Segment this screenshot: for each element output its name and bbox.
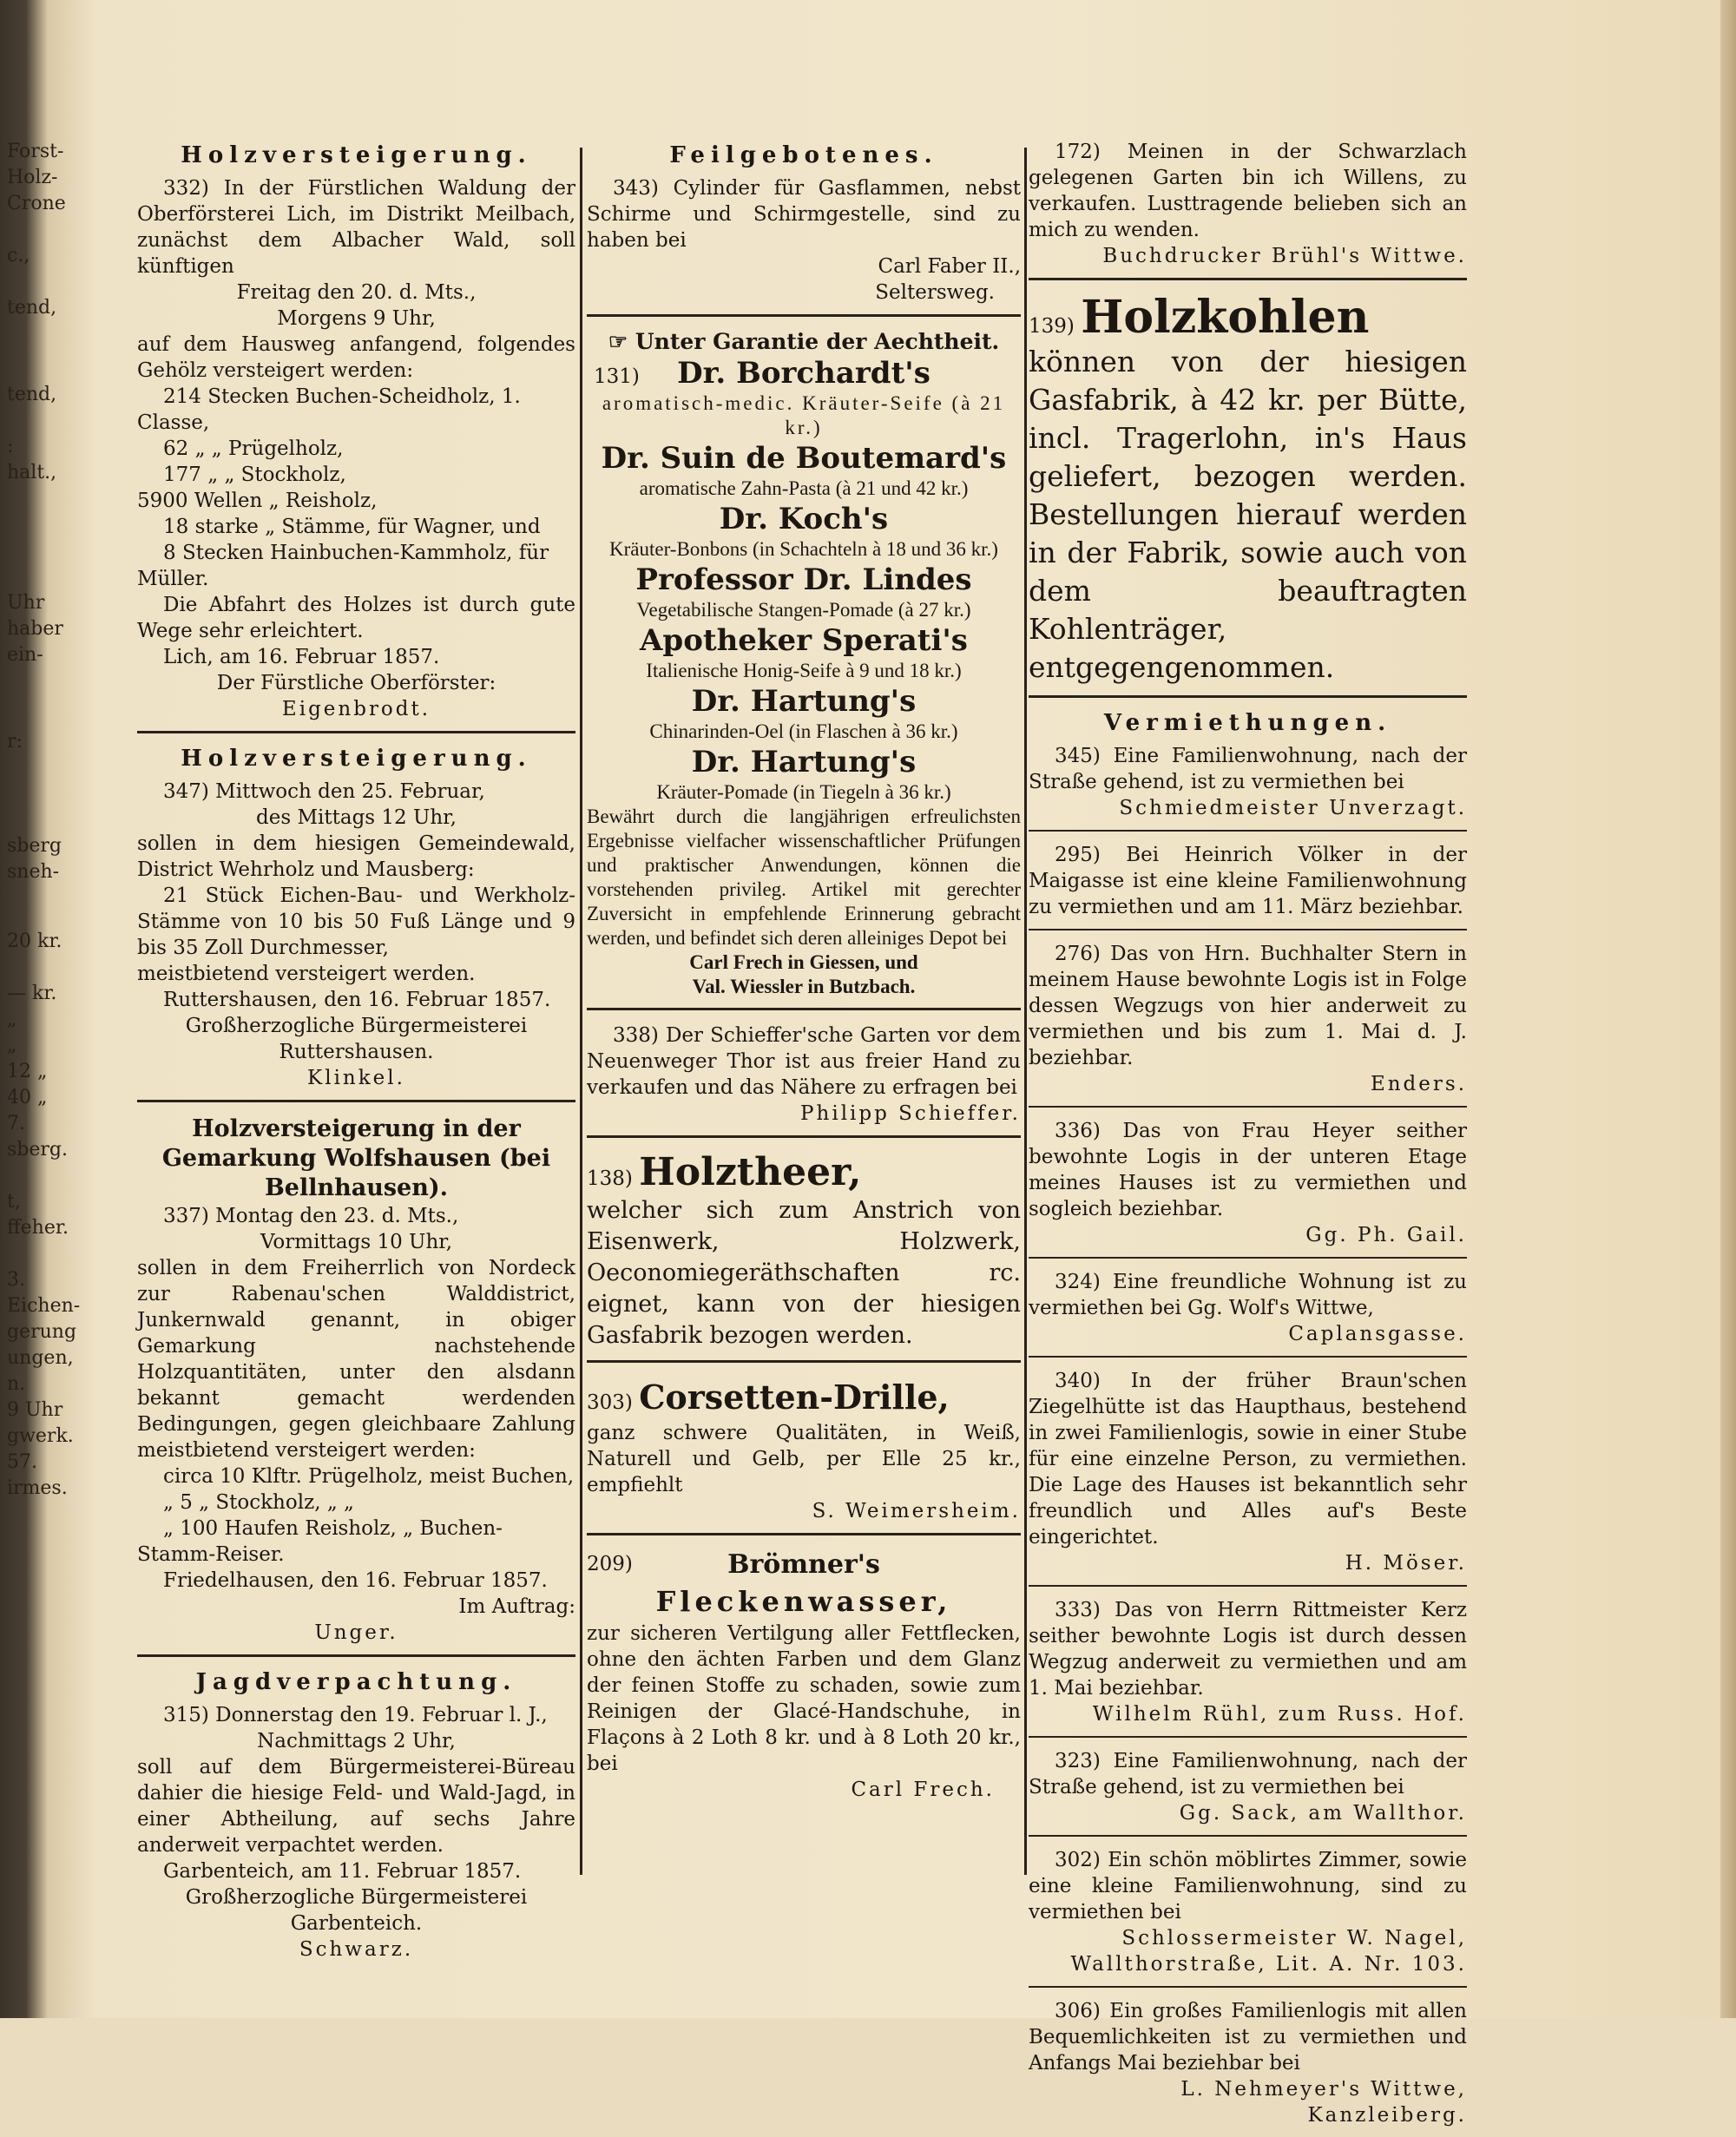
ad-text: 306) Ein großes Familienlogis mit allen Bequemlichkeiten ist zu vermiethen und Anfangs Mai beziehbar bei	[1029, 2000, 1467, 2075]
stub-fragment: tend,	[7, 384, 57, 405]
ad-heading: Brömner's	[727, 1549, 880, 1580]
product-name: Professor Dr. Lindes	[635, 562, 972, 597]
ad-heading: Holzkohlen	[1081, 291, 1370, 344]
ad-text: soll auf dem Bürgermeisterei-Büreau dahier die hiesige Feld- und Wald-Jagd, in einer Abtheilung, auf sechs Jahre anderweit verpachtet werden.	[137, 1756, 575, 1857]
product-name: Apotheker Sperati's	[640, 623, 968, 658]
ad-time: des Mittags 12 Uhr,	[256, 806, 457, 829]
ad-time: Morgens 9 Uhr,	[277, 307, 436, 330]
ad-signature: Klinkel.	[307, 1067, 405, 1089]
ad-text: sollen in dem Freiherrlich von Nordeck zur Rabenau'schen Walddistrict, Junkernwald genannt, in obiger Gemarkung nachstehende Holzquantitäten, unter den alsdann bekannt gemacht werdenden Bedingungen, gegen gleichbaare Zahlung meistbietend versteigert werden:	[137, 1257, 575, 1462]
column-right	[1029, 139, 1467, 2137]
ad-332	[137, 142, 575, 722]
ad-signature: Enders.	[1370, 1073, 1467, 1095]
product-name: Dr. Koch's	[719, 502, 889, 536]
stub-fragment: „	[7, 1009, 17, 1030]
ad-139	[1029, 293, 1467, 687]
ad-signature: Seltersweg.	[875, 281, 995, 304]
stub-fragment: ungen,	[7, 1347, 74, 1369]
ad-text: Die Abfahrt des Holzes ist durch gute Wege sehr erleichtert.	[137, 594, 575, 642]
stub-fragment: 3.	[7, 1269, 25, 1291]
stub-fragment: sberg	[7, 835, 62, 857]
ad-signature: Der Fürstliche Oberförster:	[216, 672, 496, 694]
separator	[137, 1100, 575, 1102]
ad-text: 333) Das von Herrn Rittmeister Kerz seither bewohnte Logis ist durch dessen Wegzug anderweit zu vermiethen und am 1. Mai beziehbar.	[1029, 1599, 1467, 1700]
ad-number: 139)	[1029, 315, 1075, 338]
stub-fragment: irmes.	[7, 1477, 68, 1499]
ad-172	[1029, 139, 1467, 269]
ad-text: sollen in dem hiesigen Gemeindewald, District Wehrholz und Mausberg:	[137, 832, 575, 881]
ad-text: 340) In der früher Braun'schen Ziegelhütte ist das Haupthaus, bestehend in zwei Familienlogis, sowie in einer Stube für eine einzelne Person, zu vermiethen. Die Lage des Hauses ist bekanntlich sehr freundlich und Alles auf's Beste eingerichtet.	[1029, 1370, 1467, 1549]
stub-fragment: — kr.	[7, 983, 57, 1004]
section-heading: Vermiethungen.	[1103, 710, 1392, 736]
ad-heading: Holztheer,	[639, 1150, 862, 1194]
stub-fragment: ffeher.	[7, 1217, 69, 1239]
rental-ad	[1029, 1368, 1467, 1576]
rental-ad	[1029, 1269, 1467, 1347]
rental-list	[1029, 743, 1467, 2128]
rental-ad	[1029, 1998, 1467, 2128]
separator	[1029, 929, 1467, 930]
separator	[1029, 278, 1467, 280]
ad-signature: Schwarz.	[299, 1938, 414, 1961]
stub-fragment: c.,	[7, 245, 30, 266]
rental-ad	[1029, 1118, 1467, 1248]
column-left	[137, 139, 575, 1971]
product-name: Dr. Hartung's	[691, 684, 917, 719]
product-desc: Kräuter-Bonbons (in Schachteln à 18 und 36 kr.)	[609, 538, 998, 560]
ad-signature: Unger.	[314, 1621, 398, 1644]
ad-signature: Buchdrucker Brühl's Wittwe.	[1102, 245, 1467, 267]
ad-signature: Caplansgasse.	[1288, 1323, 1467, 1345]
depot-line: Carl Frech in Giessen, und	[689, 951, 918, 973]
stub-fragment: Uhr	[7, 592, 45, 614]
stub-fragment: 40 „	[7, 1087, 48, 1108]
ad-315	[137, 1669, 575, 1963]
separator	[137, 1654, 575, 1657]
stub-fragment: 20 kr.	[7, 930, 62, 952]
ad-131	[587, 329, 1021, 999]
stub-fragment: Forst-	[7, 141, 64, 162]
ad-item: circa 10 Klftr. Prügelholz, meist Buchen,	[163, 1465, 575, 1488]
ad-signature: S. Weimersheim.	[812, 1500, 1021, 1522]
separator	[587, 1360, 1021, 1363]
stub-fragment: Crone	[7, 193, 66, 214]
ad-item: „ 5 „ Stockholz, „ „	[163, 1491, 354, 1514]
ad-text: können von der hiesigen Gasfabrik, à 42 kr. per Bütte, incl. Tragerlohn, in's Haus geliefert, bezogen werden. Bestellungen hierauf werden in der Fabrik, sowie auch von dem beauftragten Kohlenträger, entgegengenommen.	[1029, 345, 1467, 684]
stub-fragment: :	[7, 436, 14, 457]
separator	[1029, 1736, 1467, 1738]
stub-fragment: 9 Uhr	[7, 1399, 63, 1421]
ad-signature: Gg. Sack, am Wallthor.	[1179, 1802, 1467, 1825]
rental-ad	[1029, 941, 1467, 1097]
stub-fragment: halt.,	[7, 462, 57, 483]
ad-time: Nachmittags 2 Uhr,	[257, 1730, 456, 1752]
stub-fragment: gerung	[7, 1321, 77, 1343]
ad-138	[587, 1150, 1021, 1351]
rental-ad	[1029, 1597, 1467, 1727]
stub-fragment: ein-	[7, 644, 43, 666]
ad-heading: Holzversteigerung.	[181, 142, 532, 168]
ad-text: 323) Eine Familienwohnung, nach der Straße gehend, ist zu vermiethen bei	[1029, 1750, 1467, 1798]
rental-ad	[1029, 1847, 1467, 1977]
column-rule	[580, 148, 582, 1875]
ad-text: 338) Der Schieffer'sche Garten vor dem Neuenweger Thor ist aus freier Hand zu verkaufen und das Nähere zu erfragen bei	[587, 1024, 1021, 1099]
stub-fragment: Holz-	[7, 167, 58, 188]
ad-text: Bewährt durch die langjährigen erfreulichsten Ergebnisse vielfacher wissenschaftlicher Prüfungen und praktischer Anwendungen, können die vorstehenden privileg. Artikel mit gerechter Zuversicht in empfehlende Erinnerung gebracht werden, und befindet sich deren alleiniges Depot bei	[587, 805, 1021, 949]
stub-fragment: tend,	[7, 297, 57, 319]
ad-heading: Feilgebotenes.	[669, 142, 938, 168]
ad-337	[137, 1115, 575, 1646]
separator	[1029, 1106, 1467, 1108]
ad-item: 177 „ „ Stockholz,	[163, 464, 346, 486]
rental-ad	[1029, 743, 1467, 821]
separator	[587, 1135, 1021, 1138]
ad-signature: Schmiedmeister Unverzagt.	[1119, 797, 1467, 819]
stub-fragment: 57.	[7, 1451, 37, 1473]
ad-number: 209)	[587, 1553, 633, 1575]
product-desc: Chinarinden-Oel (in Flaschen à 36 kr.)	[649, 720, 958, 742]
ad-signature: Im Auftrag:	[458, 1595, 575, 1618]
ad-item: „ 100 Haufen Reisholz, „ Buchen-Stamm-Reiser.	[137, 1517, 503, 1566]
ad-signature: Wilhelm Rühl, zum Russ. Hof.	[1092, 1703, 1467, 1726]
ad-number: 131)	[594, 365, 640, 388]
ad-209	[587, 1548, 1021, 1803]
ad-signature: Carl Frech.	[851, 1779, 995, 1801]
ad-signature: Gg. Ph. Gail.	[1305, 1224, 1467, 1246]
ad-text: 345) Eine Familienwohnung, nach der Straße gehend, ist zu vermiethen bei	[1029, 745, 1467, 793]
ad-signature: Schlossermeister W. Nagel, Wallthorstraße, Lit. A. Nr. 103.	[1070, 1927, 1467, 1976]
column-rule	[1024, 148, 1027, 1875]
ad-303	[587, 1375, 1021, 1524]
ad-text: 336) Das von Frau Heyer seither bewohnte Logis in der unteren Etage meines Hauses ist zu vermiethen und sogleich beziehbar.	[1029, 1120, 1467, 1220]
separator	[1029, 1835, 1467, 1837]
stub-fragment: t,	[7, 1191, 21, 1213]
stub-fragment: r:	[7, 731, 23, 753]
ad-date: Freitag den 20. d. Mts.,	[236, 281, 477, 304]
rental-ad	[1029, 1748, 1467, 1826]
stub-fragment: gwerk.	[7, 1425, 74, 1447]
ad-date: 337) Montag den 23. d. Mts.,	[163, 1205, 459, 1227]
ad-place-date: Lich, am 16. Februar 1857.	[163, 646, 440, 668]
product-desc: aromatisch-medic. Kräuter-Seife (à 21 kr.)	[602, 392, 1006, 438]
product-desc: Vegetabilische Stangen-Pomade (à 27 kr.)	[636, 599, 971, 621]
separator	[1029, 1986, 1467, 1988]
stub-fragment: 7.	[7, 1113, 25, 1134]
ad-338	[587, 1022, 1021, 1127]
rental-ad	[1029, 842, 1467, 920]
ad-text: meistbietend versteigert werden.	[137, 963, 476, 985]
product-name: Dr. Hartung's	[691, 745, 917, 779]
ad-heading: Holzversteigerung.	[181, 746, 532, 772]
ad-place-date: Friedelhausen, den 16. Februar 1857.	[163, 1569, 548, 1592]
ad-signature: Philipp Schieffer.	[800, 1102, 1021, 1125]
ad-text: 276) Das von Hrn. Buchhalter Stern in meinem Hause bewohnte Logis ist in Folge dessen Wegzugs von hier anderweit zu vermiethen und bis zum 1. Mai d. J. beziehbar.	[1029, 943, 1467, 1069]
ad-place-date: Ruttershausen, den 16. Februar 1857.	[163, 989, 551, 1011]
separator	[1029, 1356, 1467, 1358]
stub-fragment: haber	[7, 618, 63, 640]
page-edge	[1720, 0, 1736, 2018]
product-name: Dr. Suin de Boutemard's	[601, 441, 1007, 476]
ad-signature: H. Möser.	[1345, 1552, 1467, 1575]
stub-fragment: sberg.	[7, 1139, 68, 1161]
ad-item: 214 Stecken Buchen-Scheidholz, 1. Classe,	[137, 385, 521, 434]
stub-fragment: 12 „	[7, 1061, 48, 1082]
ad-item: 62 „ „ Prügelholz,	[163, 437, 344, 460]
separator	[137, 731, 575, 733]
ad-number: 303)	[587, 1391, 633, 1414]
stub-fragment: n.	[7, 1373, 26, 1395]
ad-text: 21 Stück Eichen-Bau- und Werkholz-Stämme von 10 bis 50 Fuß Länge und 9 bis 35 Zoll Durchmesser,	[137, 884, 575, 959]
guarantee-line: ☞ Unter Garantie der Aechtheit.	[608, 329, 1000, 354]
ad-text: 343) Cylinder für Gasflammen, nebst Schirme und Schirmgestelle, sind zu haben bei	[587, 177, 1021, 252]
separator	[1029, 1257, 1467, 1259]
stub-fragment: Eichen-	[7, 1295, 81, 1317]
ad-347	[137, 746, 575, 1091]
separator	[587, 1533, 1021, 1535]
product-desc: Kräuter-Pomade (in Tiegeln à 36 kr.)	[656, 781, 951, 803]
ad-signature: L. Nehmeyer's Wittwe, Kanzleiberg.	[1180, 2078, 1467, 2127]
column-middle	[587, 139, 1021, 1812]
separator	[1029, 695, 1467, 698]
ad-text: welcher sich zum Anstrich von Eisenwerk, Holzwerk, Oeconomiegeräthschaften rc. eignet, kann von der hiesigen Gasfabrik bezogen werden.	[587, 1197, 1021, 1349]
product-desc: Italienische Honig-Seife à 9 und 18 kr.)	[646, 660, 962, 681]
ad-heading: Fleckenwasser,	[655, 1585, 952, 1618]
ad-heading: Corsetten-Drille,	[639, 1378, 950, 1417]
ad-item: 5900 Wellen „ Reisholz,	[137, 490, 378, 512]
ad-heading: Jagdverpachtung.	[195, 1669, 517, 1695]
separator	[587, 314, 1021, 317]
ad-time: Vormittags 10 Uhr,	[260, 1231, 453, 1253]
ad-text: 295) Bei Heinrich Völker in der Maigasse ist eine kleine Familienwohnung zu vermiethen und am 11. März beziehbar.	[1029, 844, 1467, 918]
ad-text: zur sicheren Vertilgung aller Fettflecken, ohne den ächten Farben und dem Glanz der feinen Stoffe zu schaden, sowie zum Reinigen der Glacé-Handschuhe, in Flaçons à 2 Loth 8 kr. und à 8 Loth 20 kr., bei	[587, 1622, 1021, 1775]
ad-signature: Großherzogliche Bürgermeisterei Garbenteich.	[185, 1886, 528, 1935]
ad-number: 138)	[587, 1167, 633, 1190]
ad-signature: Carl Faber II.,	[878, 255, 1021, 278]
ad-text: 302) Ein schön möblirtes Zimmer, sowie eine kleine Familienwohnung, sind zu vermiethen bei	[1029, 1849, 1467, 1923]
ad-343	[587, 142, 1021, 306]
ad-date: 315) Donnerstag den 19. Februar l. J.,	[163, 1704, 548, 1726]
ad-text: 324) Eine freundliche Wohnung ist zu vermiethen bei Gg. Wolf's Wittwe,	[1029, 1271, 1467, 1319]
product-desc: aromatische Zahn-Pasta (à 21 und 42 kr.)	[639, 477, 969, 499]
stub-fragment: „	[7, 1035, 17, 1056]
ad-signature: Eigenbrodt.	[281, 698, 431, 720]
ad-text: ganz schwere Qualitäten, in Weiß, Naturell und Gelb, per Elle 25 kr., empfiehlt	[587, 1422, 1021, 1496]
previous-page-stub	[0, 130, 81, 1866]
ad-date: 347) Mittwoch den 25. Februar,	[163, 780, 485, 803]
stub-fragment: sneh-	[7, 861, 60, 883]
ad-signature: Großherzogliche Bürgermeisterei Ruttershausen.	[185, 1015, 528, 1063]
ad-text: auf dem Hausweg anfangend, folgendes Gehölz versteigert werden:	[137, 333, 575, 382]
ad-place-date: Garbenteich, am 11. Februar 1857.	[163, 1860, 522, 1883]
separator	[1029, 1585, 1467, 1587]
ad-heading: Holzversteigerung in der Gemarkung Wolfshausen (bei Bellnhausen).	[161, 1115, 551, 1201]
ad-text: 332) In der Fürstlichen Waldung der Oberförsterei Lich, im Distrikt Meilbach, zunächst dem Albacher Wald, soll künftigen	[137, 177, 575, 278]
ad-item: 8 Stecken Hainbuchen-Kammholz, für Müller.	[137, 542, 549, 590]
depot-line: Val. Wiessler in Butzbach.	[692, 976, 916, 997]
separator	[587, 1008, 1021, 1010]
separator	[1029, 830, 1467, 832]
ad-text: 172) Meinen in der Schwarzlach gelegenen Garten bin ich Willens, zu verkaufen. Lusttragende belieben sich an mich zu wenden.	[1029, 141, 1467, 241]
ad-item: 18 starke „ Stämme, für Wagner, und	[163, 516, 541, 538]
product-name: Dr. Borchardt's	[677, 356, 930, 391]
